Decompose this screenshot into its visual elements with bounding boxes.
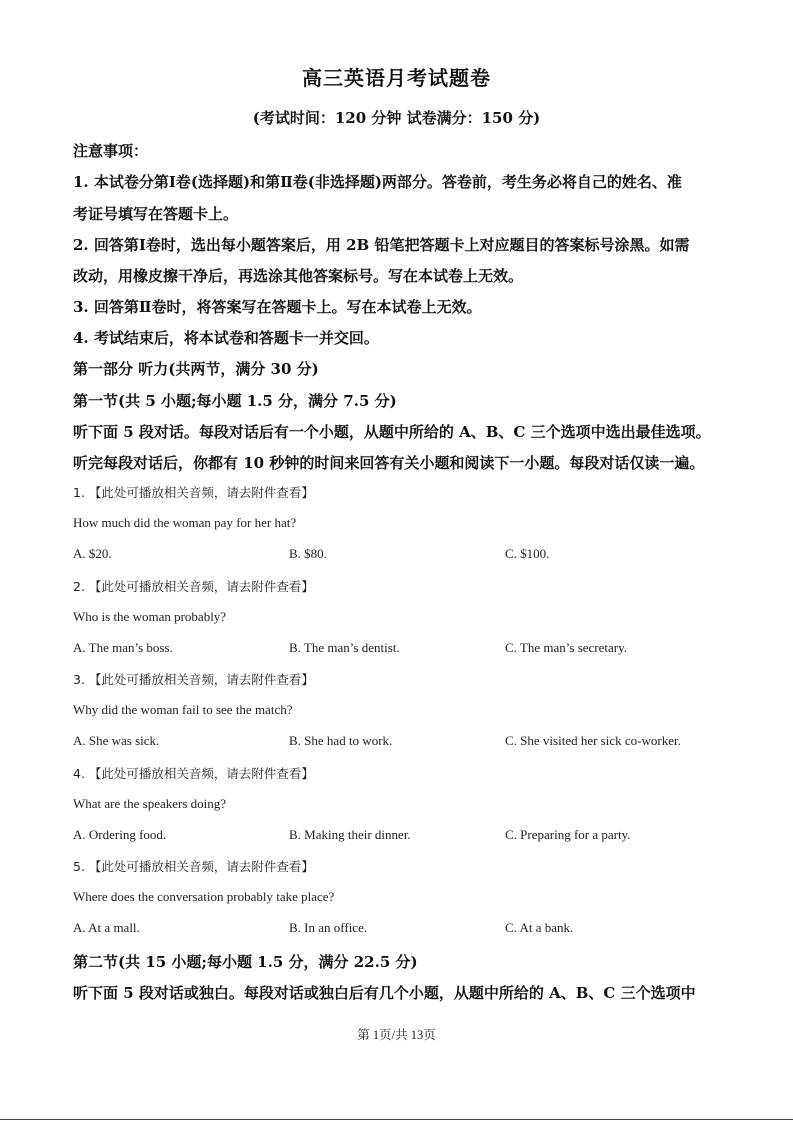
notes-line: 改动，用橡皮擦干净后，再选涂其他答案标号。写在本试卷上无效。 (73, 267, 524, 285)
page-number: 第 1页/共 13页 (357, 1028, 436, 1042)
notes-line: 考证号填写在答题卡上。 (73, 205, 239, 223)
option-c: C. Preparing for a party. (505, 827, 631, 842)
audio-placeholder[interactable]: 3. 【此处可播放相关音频，请去附件查看】 (73, 672, 314, 687)
bottom-divider (0, 1119, 793, 1120)
option-b: B. $80. (289, 546, 327, 561)
audio-placeholder[interactable]: 4. 【此处可播放相关音频，请去附件查看】 (73, 766, 314, 781)
question-text: Who is the woman probably? (73, 609, 227, 624)
question-text: Where does the conversation probably take place? (73, 889, 335, 904)
option-b: B. The man’s dentist. (289, 640, 400, 655)
option-c: C. At a bank. (505, 920, 574, 935)
option-c: C. The man’s secretary. (505, 640, 628, 655)
option-a: A. She was sick. (73, 733, 160, 748)
section-heading: 第一节(共 5 小题;每小题 1.5 分，满分 7.5 分) (73, 392, 397, 410)
option-a: A. $20. (73, 546, 112, 561)
audio-placeholder[interactable]: 5. 【此处可播放相关音频，请去附件查看】 (73, 859, 314, 874)
notes-line: 2. 回答第Ⅰ卷时，选出每小题答案后，用 2B 铅笔把答题卡上对应题目的答案标号涂黑。如需 (73, 236, 690, 254)
notes-line: 4. 考试结束后，将本试卷和答题卡一并交回。 (73, 329, 379, 347)
part-heading: 第一部分 听力(共两节，满分 30 分) (73, 360, 319, 378)
option-b: B. Making their dinner. (289, 827, 411, 842)
audio-placeholder[interactable]: 2. 【此处可播放相关音频，请去附件查看】 (73, 579, 314, 594)
option-c: C. She visited her sick co-worker. (505, 733, 681, 748)
question-text: How much did the woman pay for her hat? (73, 515, 297, 530)
option-a: A. At a mall. (73, 920, 140, 935)
section-heading: 第二节(共 15 小题;每小题 1.5 分，满分 22.5 分) (73, 953, 418, 971)
page-title: 高三英语月考试题卷 (302, 66, 491, 90)
audio-placeholder[interactable]: 1. 【此处可播放相关音频，请去附件查看】 (73, 485, 314, 500)
notes-line: 1. 本试卷分第Ⅰ卷(选择题)和第Ⅱ卷(非选择题)两部分。答卷前，考生务必将自己的姓名、准 (73, 173, 682, 191)
exam-subtitle: (考试时间：120 分钟 试卷满分：150 分) (252, 109, 541, 127)
option-b: B. She had to work. (289, 733, 393, 748)
question-text: What are the speakers doing? (73, 796, 227, 811)
option-b: B. In an office. (289, 920, 368, 935)
notes-line: 3. 回答第Ⅱ卷时，将答案写在答题卡上。写在本试卷上无效。 (73, 298, 482, 316)
option-c: C. $100. (505, 546, 550, 561)
section-instruction: 听下面 5 段对话。每段对话后有一个小题，从题中所给的 A、B、C 三个选项中选出最佳选项。 (73, 423, 711, 441)
option-a: A. The man’s boss. (73, 640, 173, 655)
notes-heading: 注意事项： (73, 142, 149, 160)
question-text: Why did the woman fail to see the match? (73, 702, 293, 717)
option-a: A. Ordering food. (73, 827, 167, 842)
section-instruction: 听下面 5 段对话或独白。每段对话或独白后有几个小题，从题中所给的 A、B、C 三个选项中 (73, 984, 696, 1002)
section-instruction: 听完每段对话后，你都有 10 秒钟的时间来回答有关小题和阅读下一小题。每段对话仅读一遍。 (73, 454, 705, 472)
